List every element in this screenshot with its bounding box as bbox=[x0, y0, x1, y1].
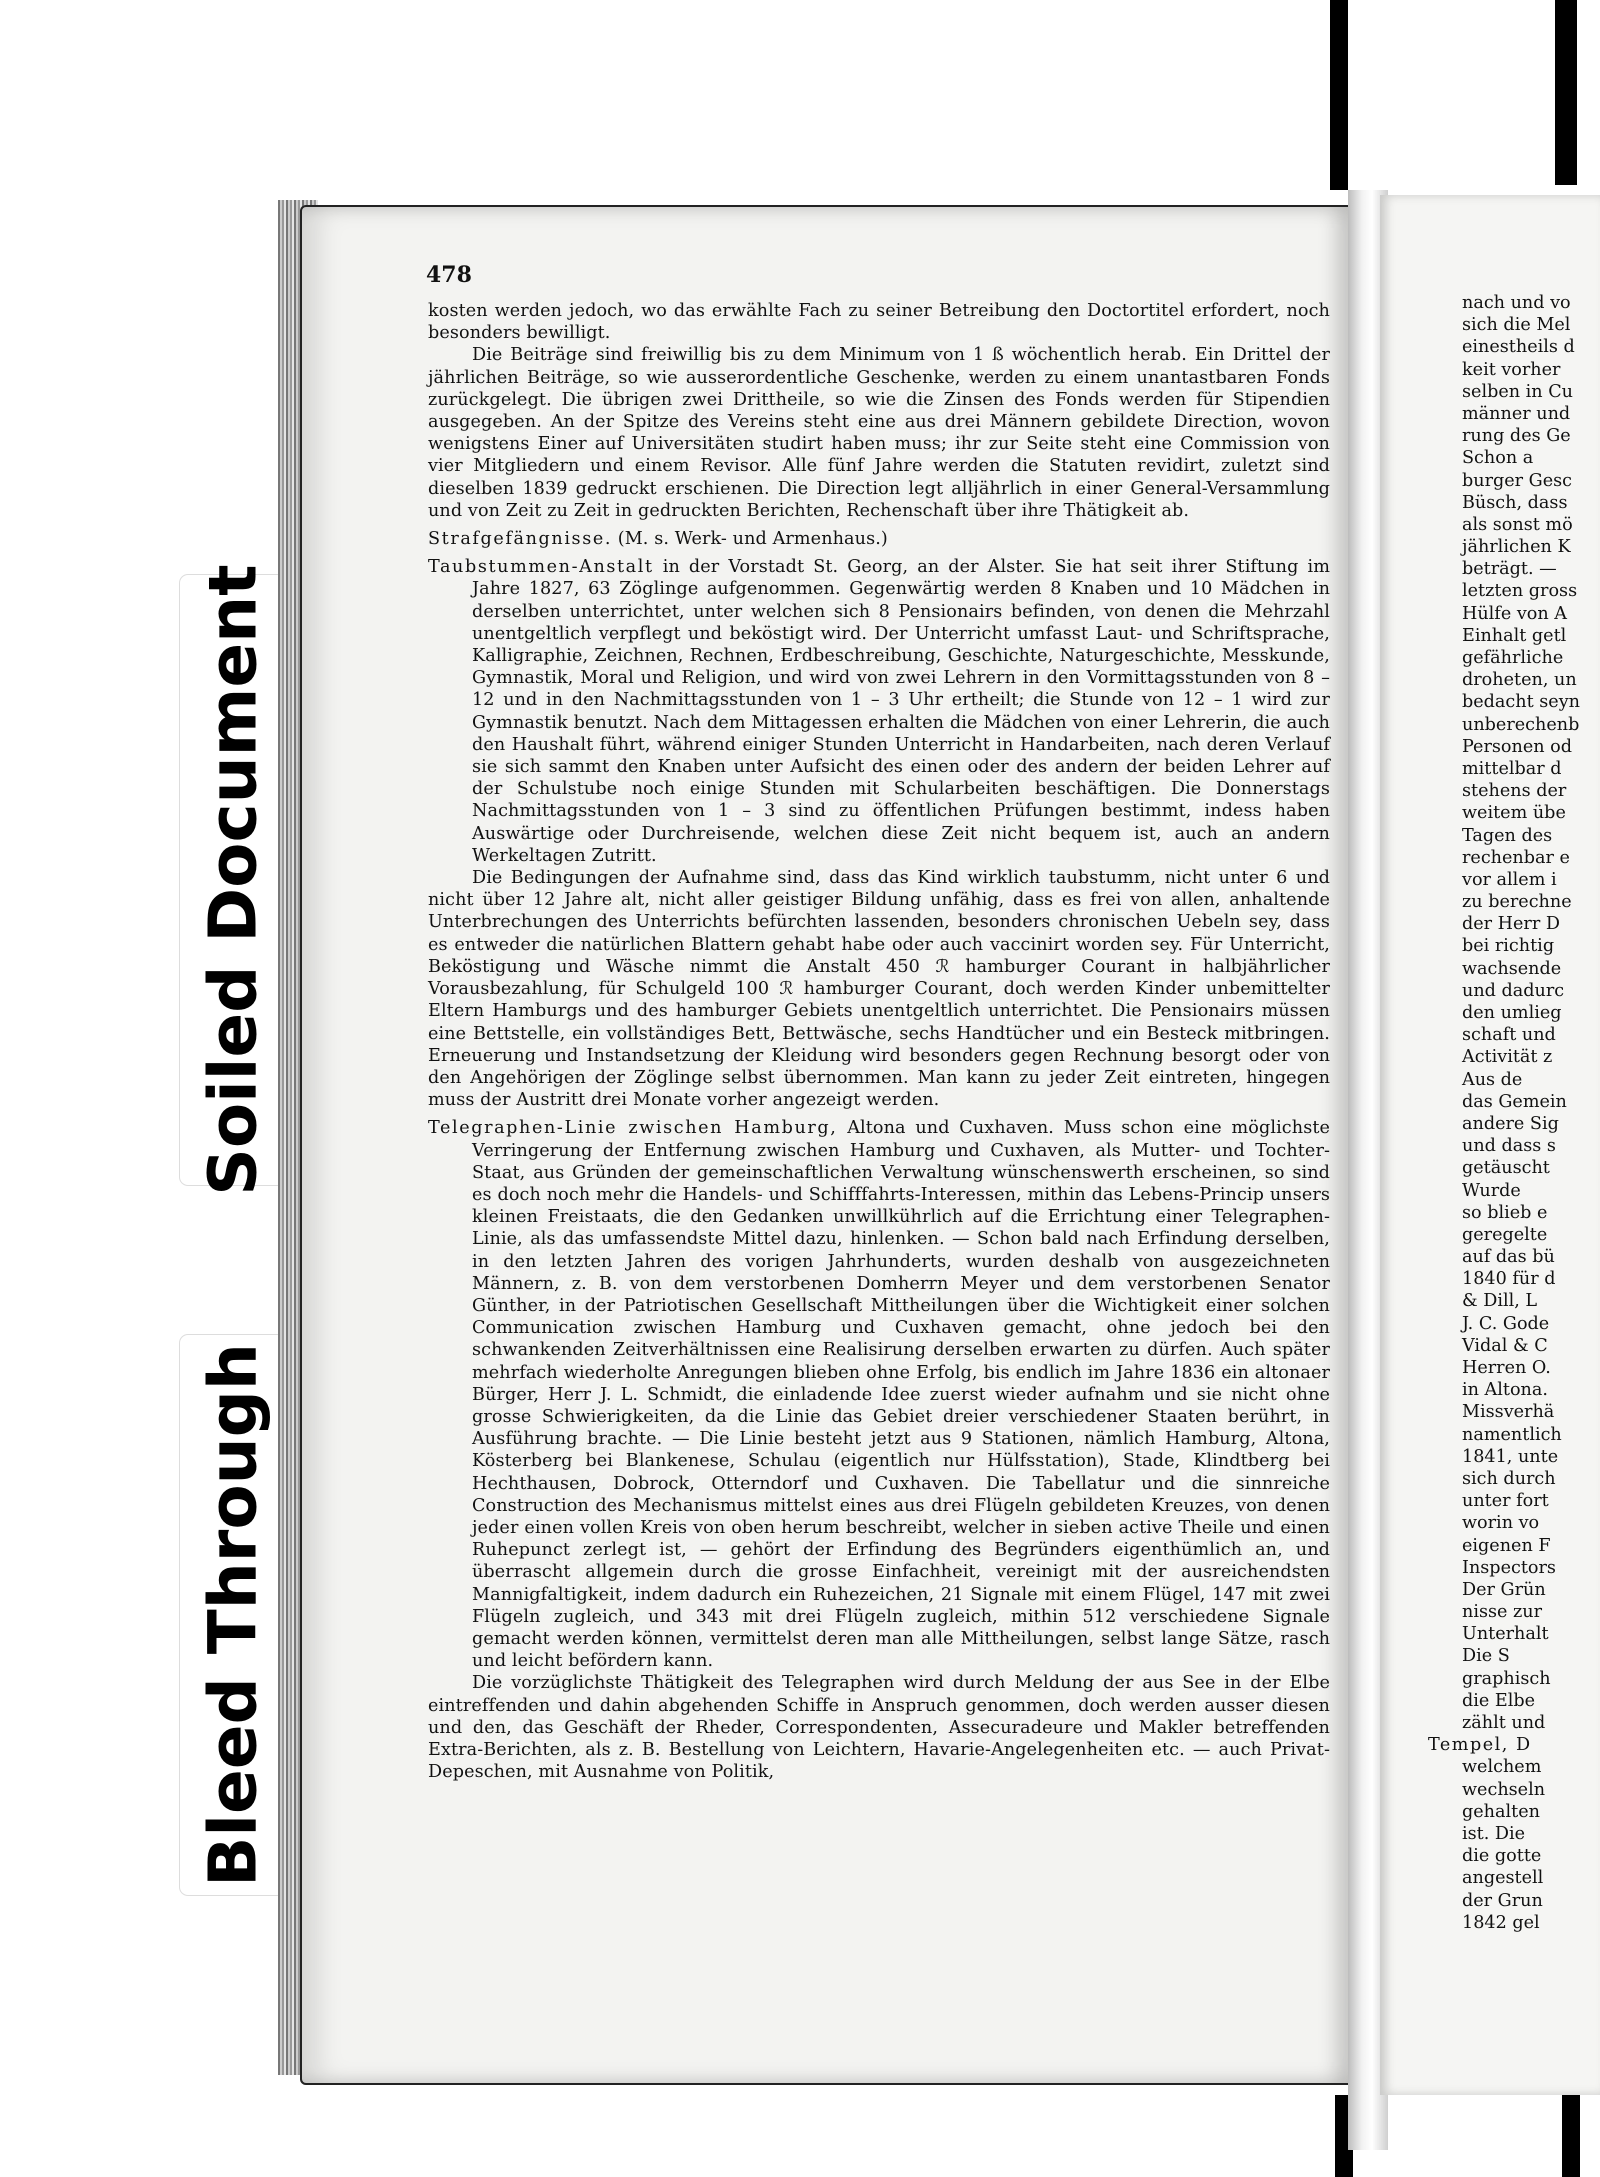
paragraph bbox=[428, 1117, 1330, 1672]
right-page-line: unter fort bbox=[1462, 1491, 1549, 1512]
paragraph-text: Die vorzüglichste Thätigkeit des Telegraphen wird durch Meldung der aus See in der Elbe eintreffenden und dahin abgehenden Schiffe in Anspruch genommen, doch werden ausser diesen und den, das Geschäft der Rheder, Correspondenten, Assecuradeure und Makler betreffenden Extra-Berichten, als z. B. Bestellung von Leichtern, Havarie-Angelegenheiten etc. — auch Privat-Depeschen, mit Ausnahme von Politik, bbox=[428, 1673, 1330, 1783]
right-page-line: einestheils d bbox=[1462, 337, 1575, 358]
paragraph-text: Altona und Cuxhaven. Muss schon eine möglichste Verringerung der Entfernung zwischen Hamburg und Cuxhaven, als Mutter- und Tochter-Staat, aus Gründen der gemeinschaftlichen Verwaltung wünschenswerth erscheinen, so sind es doch noch mehr die Handels- und Schifffahrts-Interessen, mithin das Lebens-Princip unsers kleinen Freistaats, die den Gedanken unwillkührlich auf die Errichtung einer Telegraphen-Linie, als das umfassendste Mittel dazu, hinlenken. — Schon bald nach Erfindung derselben, in den letzten Jahren des vorigen Jahrhunderts, wurden deshalb von ausgezeichneten Männern, z. B. von dem verstorbenen Domherrn Meyer und dem verstorbenen Senator Günther, in der Patriotischen Gesellschaft Mittheilungen über die Wichtigkeit einer solchen Communication zwischen Hamburg und Cuxhaven gemacht, ohne jedoch bei den schwankenden Zeitverhältnissen eine Realisirung derselben erwarten zu dürfen. Auch später mehrfach wiederholte Anregungen blieben ohne Erfolg, bis endlich im Jahre 1836 ein altonaer Bürger, Herr J. L. Schmidt, die einladende Idee zuerst wieder aufnahm und sie nicht ohne grosse Schwierigkeiten, da die Linie das Gebiet dreier verschiedener Staaten berührt, in Ausführung brachte. — Die Linie besteht jetzt aus 9 Stationen, nämlich Hamburg, Altona, Kösterberg bei Blankenese, Schulau (eigentlich nur Hülfsstation), Stade, Klindtberg bei Hechthausen, Dobrock, Otterndorf und Cuxhaven. Die Tabellatur und die sinnreiche Construction des Mechanismus mittelst eines aus drei Flügeln gebildeten Kreuzes, von denen jeder einen vollen Kreis von oben herum beschreibt, welcher in sieben active Theile und einen Ruhepunct zerlegt ist, — gehört der Erfindung des Begründers eigenthümlich an, und überrascht allgemein durch die grosse Einfachheit, vereinigt mit der ausreichendsten Mannigfaltigkeit, indem dadurch ein Ruhezeichen, 21 Signale mit einem Flügel, 147 mit zwei Flügeln zugleich, und 343 mit drei Flügeln zugleich, mithin 512 verschiedene Signale gemacht werden können, vermittelst deren man alle Mittheilungen, selbst lange Sätze, rasch und leicht befördern kann. bbox=[472, 1118, 1330, 1672]
right-page-line: ist. Die bbox=[1462, 1823, 1526, 1844]
paragraph-text: Die Beiträge sind freiwillig bis zu dem Minimum von 1 ß wöchentlich herab. Ein Drittel der jährlichen Beiträge, so wie ausserordentliche Geschenke, werden zu einem unantastbaren Fonds zurückgelegt. Die übrigen zwei Drittheile, so wie die Zinsen des Fonds werden für Stipendien ausgegeben. An der Spitze des Vereins steht eine aus drei Männern gebildete Direction, wovon wenigstens Einer auf Universitäten studirt haben muss; ihr zur Seite steht eine Commission von vier Mitgliedern und einem Revisor. Alle fünf Jahre werden die Statuten revidirt, zuletzt sind dieselben 1839 gedruckt erschienen. Die Direction legt alljährlich in einer General-Versammlung und von Zeit zu Zeit in gedruckten Berichten, Rechenschaft über ihre Thätigkeit ab. bbox=[428, 345, 1330, 521]
right-page-line: männer und bbox=[1462, 403, 1571, 424]
bleed-through-label: Bleed Through bbox=[194, 1343, 271, 1887]
right-page-line: jährlichen K bbox=[1462, 537, 1571, 558]
paragraph bbox=[428, 1672, 1330, 1783]
right-page-line: bei richtig bbox=[1462, 936, 1555, 957]
page-number: 478 bbox=[426, 262, 472, 288]
right-page-line: das Gemein bbox=[1462, 1091, 1567, 1112]
right-page-line: Unterhalt bbox=[1462, 1624, 1549, 1645]
right-page-line: Tagen des bbox=[1462, 825, 1553, 846]
right-page-line: und dass s bbox=[1462, 1136, 1556, 1157]
paragraph-text: (M. s. Werk- und Armenhaus.) bbox=[612, 529, 888, 550]
right-page-line: zählt und bbox=[1462, 1713, 1546, 1733]
right-page-line: unberechenb bbox=[1462, 714, 1580, 735]
paragraph-text: Die Bedingungen der Aufnahme sind, dass das Kind wirklich taubstumm, nicht unter 6 und nicht über 12 Jahre alt, nicht aller geistiger Bildung unfähig, dass es frei von allen, anhaltende Unterbrechungen des Unterrichts befürchten lassenden, besonders chronischen Uebeln sey, dass es entweder die natürlichen Blattern gehabt habe oder auch vaccinirt worden sey. Für Unterricht, Beköstigung und Wäsche nimmt die Anstalt 450 ℛ hamburger Courant in halbjährlicher Vorausbezahlung, für Schulgeld 100 ℛ hamburger Courant, doch werden Kinder unbemittelter Eltern Hamburgs und des hamburger Gebiets unentgeltlich unterrichtet. Die Pensionairs müssen eine Bettstelle, ein vollständiges Bett, Bettwäsche, sechs Handtücher und ein Besteck mitbringen. Erneuerung und Instandsetzung der Kleidung wird besonders gegen Rechnung besorgt oder von den Angehörigen der Zöglinge selbst übernommen. Man kann zu jeder Zeit eintreten, hingegen muss der Austritt drei Monate vorher angezeigt werden. bbox=[428, 868, 1330, 1111]
right-page-line: schaft und bbox=[1462, 1025, 1556, 1046]
edge-bar-top-left bbox=[1330, 0, 1348, 190]
right-page-line: rechenbar e bbox=[1462, 847, 1570, 868]
paragraph bbox=[428, 344, 1330, 522]
right-page-line: bedacht seyn bbox=[1462, 692, 1580, 713]
main-text bbox=[428, 300, 1330, 1783]
right-page-line: mittelbar d bbox=[1462, 758, 1562, 779]
paragraph-text: kosten werden jedoch, wo das erwählte Fach zu seiner Betreibung den Doctortitel erfordert, noch besonders bewilligt. bbox=[428, 301, 1330, 344]
right-page-line: Personen od bbox=[1462, 736, 1573, 757]
right-page-line: & Dill, L bbox=[1462, 1291, 1538, 1312]
right-page-line: die Elbe bbox=[1462, 1690, 1536, 1711]
right-page-line: den umlieg bbox=[1462, 1003, 1562, 1023]
right-page-line: Inspectors bbox=[1462, 1557, 1556, 1578]
soiled-document-stamp bbox=[180, 564, 285, 1196]
right-page-line: Aus de bbox=[1462, 1069, 1523, 1090]
right-page-line: Vidal & C bbox=[1462, 1335, 1548, 1356]
right-page-line: wachsende bbox=[1462, 958, 1562, 979]
entry-term: Taubstummen-Anstalt bbox=[428, 557, 654, 578]
soiled-document-label: Soiled Document bbox=[194, 564, 271, 1196]
right-page-line: J. C. Gode bbox=[1462, 1313, 1550, 1334]
edge-bar-top-right bbox=[1555, 0, 1577, 185]
right-page-line: so blieb e bbox=[1462, 1202, 1548, 1223]
right-page-line: burger Gesc bbox=[1462, 470, 1573, 491]
right-page-line: nisse zur bbox=[1462, 1602, 1543, 1623]
right-page-line: getäuscht bbox=[1462, 1158, 1550, 1179]
right-page-line: auf das bü bbox=[1462, 1247, 1555, 1268]
entry-term: Strafgefängnisse. bbox=[428, 529, 613, 550]
right-page-line: vor allem i bbox=[1462, 869, 1557, 890]
right-page-line: zu berechne bbox=[1462, 892, 1572, 913]
right-page-line: rung des Ge bbox=[1462, 426, 1571, 447]
right-page-line: graphisch bbox=[1462, 1668, 1551, 1689]
right-page-line: der Herr D bbox=[1462, 914, 1560, 935]
right-page-line: geregelte bbox=[1462, 1224, 1548, 1245]
paragraph bbox=[428, 556, 1330, 867]
right-page-line: Wurde bbox=[1462, 1180, 1521, 1201]
right-page-line: Schon a bbox=[1462, 448, 1534, 469]
right-page-line: selben in Cu bbox=[1462, 381, 1574, 402]
right-page-line: angestell bbox=[1462, 1868, 1544, 1889]
right-page-line: als sonst mö bbox=[1462, 514, 1573, 535]
right-page-line: eigenen F bbox=[1462, 1535, 1551, 1556]
right-page-line: namentlich bbox=[1462, 1424, 1562, 1445]
right-page-line: Hülfe von A bbox=[1462, 603, 1567, 624]
right-page-line: Büsch, dass bbox=[1462, 492, 1568, 513]
right-page-line: keit vorher bbox=[1462, 359, 1561, 380]
right-page-line: Herren O. bbox=[1462, 1358, 1551, 1378]
edge-bar-bottom-right bbox=[1562, 2095, 1580, 2177]
right-page-line: sich durch bbox=[1462, 1468, 1556, 1489]
right-page-line: andere Sig bbox=[1462, 1113, 1559, 1134]
paragraph bbox=[428, 528, 1330, 550]
right-page-line: welchem bbox=[1462, 1757, 1542, 1778]
right-page-text bbox=[1428, 292, 1600, 1934]
right-page-line: gefährliche bbox=[1462, 648, 1564, 668]
paragraph bbox=[428, 300, 1330, 344]
right-page-line: wechseln bbox=[1462, 1779, 1546, 1800]
right-page-line: 1842 gel bbox=[1462, 1912, 1540, 1933]
entry-term: Telegraphen-Linie zwischen Hamburg, bbox=[428, 1118, 838, 1139]
right-page-line: Missverhä bbox=[1462, 1402, 1555, 1423]
right-page-line: Einhalt getl bbox=[1462, 625, 1567, 646]
right-page-line: 1841, unte bbox=[1462, 1446, 1559, 1467]
right-page-line: weitem übe bbox=[1462, 803, 1566, 824]
bleed-through-stamp bbox=[180, 1335, 285, 1895]
right-page-line: in Altona. bbox=[1462, 1380, 1548, 1401]
right-page-line: sich die Mel bbox=[1462, 315, 1571, 336]
right-page-line: Die S bbox=[1462, 1646, 1510, 1667]
right-page-line: letzten gross bbox=[1462, 581, 1578, 602]
paragraph bbox=[428, 867, 1330, 1111]
right-page-line: Der Grün bbox=[1462, 1579, 1546, 1600]
right-page-line: die gotte bbox=[1462, 1846, 1542, 1867]
right-page-line: Tempel, D bbox=[1428, 1735, 1532, 1756]
right-page-line: und dadurc bbox=[1462, 980, 1565, 1001]
right-page-line: Activität z bbox=[1462, 1047, 1553, 1068]
right-page-line: nach und vo bbox=[1462, 293, 1571, 313]
right-page-line: der Grun bbox=[1462, 1890, 1543, 1911]
right-page-line: stehens der bbox=[1462, 781, 1567, 802]
right-page-line: droheten, un bbox=[1462, 670, 1577, 691]
right-page-line: beträgt. — bbox=[1462, 559, 1557, 580]
paragraph-text: in der Vorstadt St. Georg, an der Alster. Sie hat seit ihrer Stiftung im Jahre 1827, 63 Zöglinge aufgenommen. Gegenwärtig werden 8 Knaben und 10 Mädchen in derselben unterrichtet, unter welchen sich 8 Pensionairs befinden, von denen die Mehrzahl unentgeltlich verpflegt und beköstigt wird. Der Unterricht umfasst Laut- und Schriftsprache, Kalligraphie, Zeichnen, Rechnen, Erdbeschreibung, Geschichte, Naturgeschichte, Messkunde, Gymnastik, Moral und Religion, und wird von zwei Lehrern in den Vormittagsstunden von 8 – 12 und in den Nachmittagsstunden von 1 – 3 Uhr ertheilt; die Stunde von 12 – 1 wird zur Gymnastik benutzt. Nach dem Mittagessen erhalten die Mädchen von einer Lehrerin, die auch den Haushalt führt, während einiger Stunden Unterricht in Handarbeiten, nach deren Verlauf sie sich sammt den Knaben unter Aufsicht des einen oder des andern der beiden Lehrer auf der Schulstube noch einige Stunden mit Schularbeiten beschäftigen. Die Donnerstags Nachmittagsstunden von 1 – 3 sind zu öffentlichen Prüfungen bestimmt, indess haben Auswärtige oder Durchreisende, welchen diese Zeit nicht bequem ist, auch an andern Werkeltagen Zutritt. bbox=[472, 557, 1330, 866]
right-page-line: gehalten bbox=[1462, 1801, 1540, 1822]
right-page-line: worin vo bbox=[1462, 1513, 1540, 1534]
right-page-line: 1840 für d bbox=[1462, 1269, 1556, 1290]
